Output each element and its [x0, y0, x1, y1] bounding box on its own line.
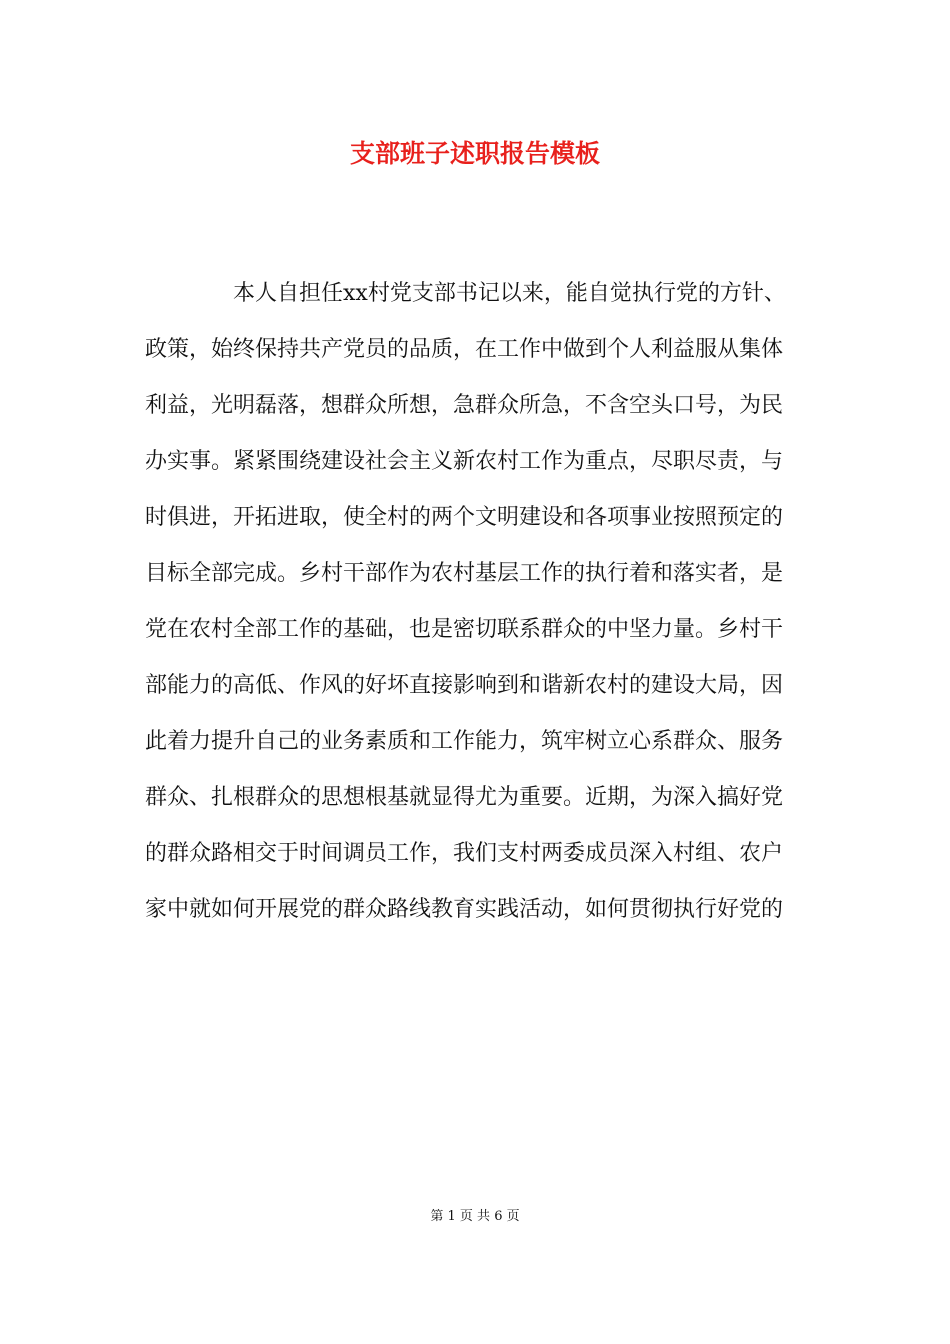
- body-line-5: 时俱进，开拓进取，使全村的两个文明建设和各项事业按照预定的: [145, 505, 784, 530]
- body-line-6: 目标全部完成。乡村干部作为农村基层工作的执行着和落实者，是: [145, 561, 784, 586]
- document-body: [145, 272, 807, 944]
- document-title: 支部班子述职报告模板: [349, 139, 600, 168]
- body-line-10: 群众、扎根群众的思想根基就显得尤为重要。近期，为深入搞好党: [145, 785, 784, 810]
- body-line-11: 的群众路相交于时间调员工作，我们支村两委成员深入村组、农户: [145, 841, 784, 866]
- body-line-9: 此着力提升自己的业务素质和工作能力，筑牢树立心系群众、服务: [145, 729, 784, 754]
- body-line-4: 办实事。紧紧围绕建设社会主义新农村工作为重点，尽职尽责，与: [145, 449, 784, 474]
- body-line-12: 家中就如何开展党的群众路线教育实践活动，如何贯彻执行好党的: [145, 897, 784, 922]
- body-line-7: 党在农村全部工作的基础，也是密切联系群众的中坚力量。乡村干: [145, 617, 784, 642]
- page-number-footer: 第 1 页 共 6 页: [430, 1209, 520, 1224]
- body-line-8: 部能力的高低、作风的好坏直接影响到和谐新农村的建设大局，因: [145, 673, 784, 698]
- body-line-3: 利益，光明磊落，想群众所想，急群众所急，不含空头口号，为民: [145, 393, 784, 418]
- body-line-1: 本人自担任xx村党支部书记以来，能自觉执行党的方针、: [233, 281, 786, 306]
- body-line-2: 政策，始终保持共产党员的品质，在工作中做到个人利益服从集体: [145, 337, 784, 362]
